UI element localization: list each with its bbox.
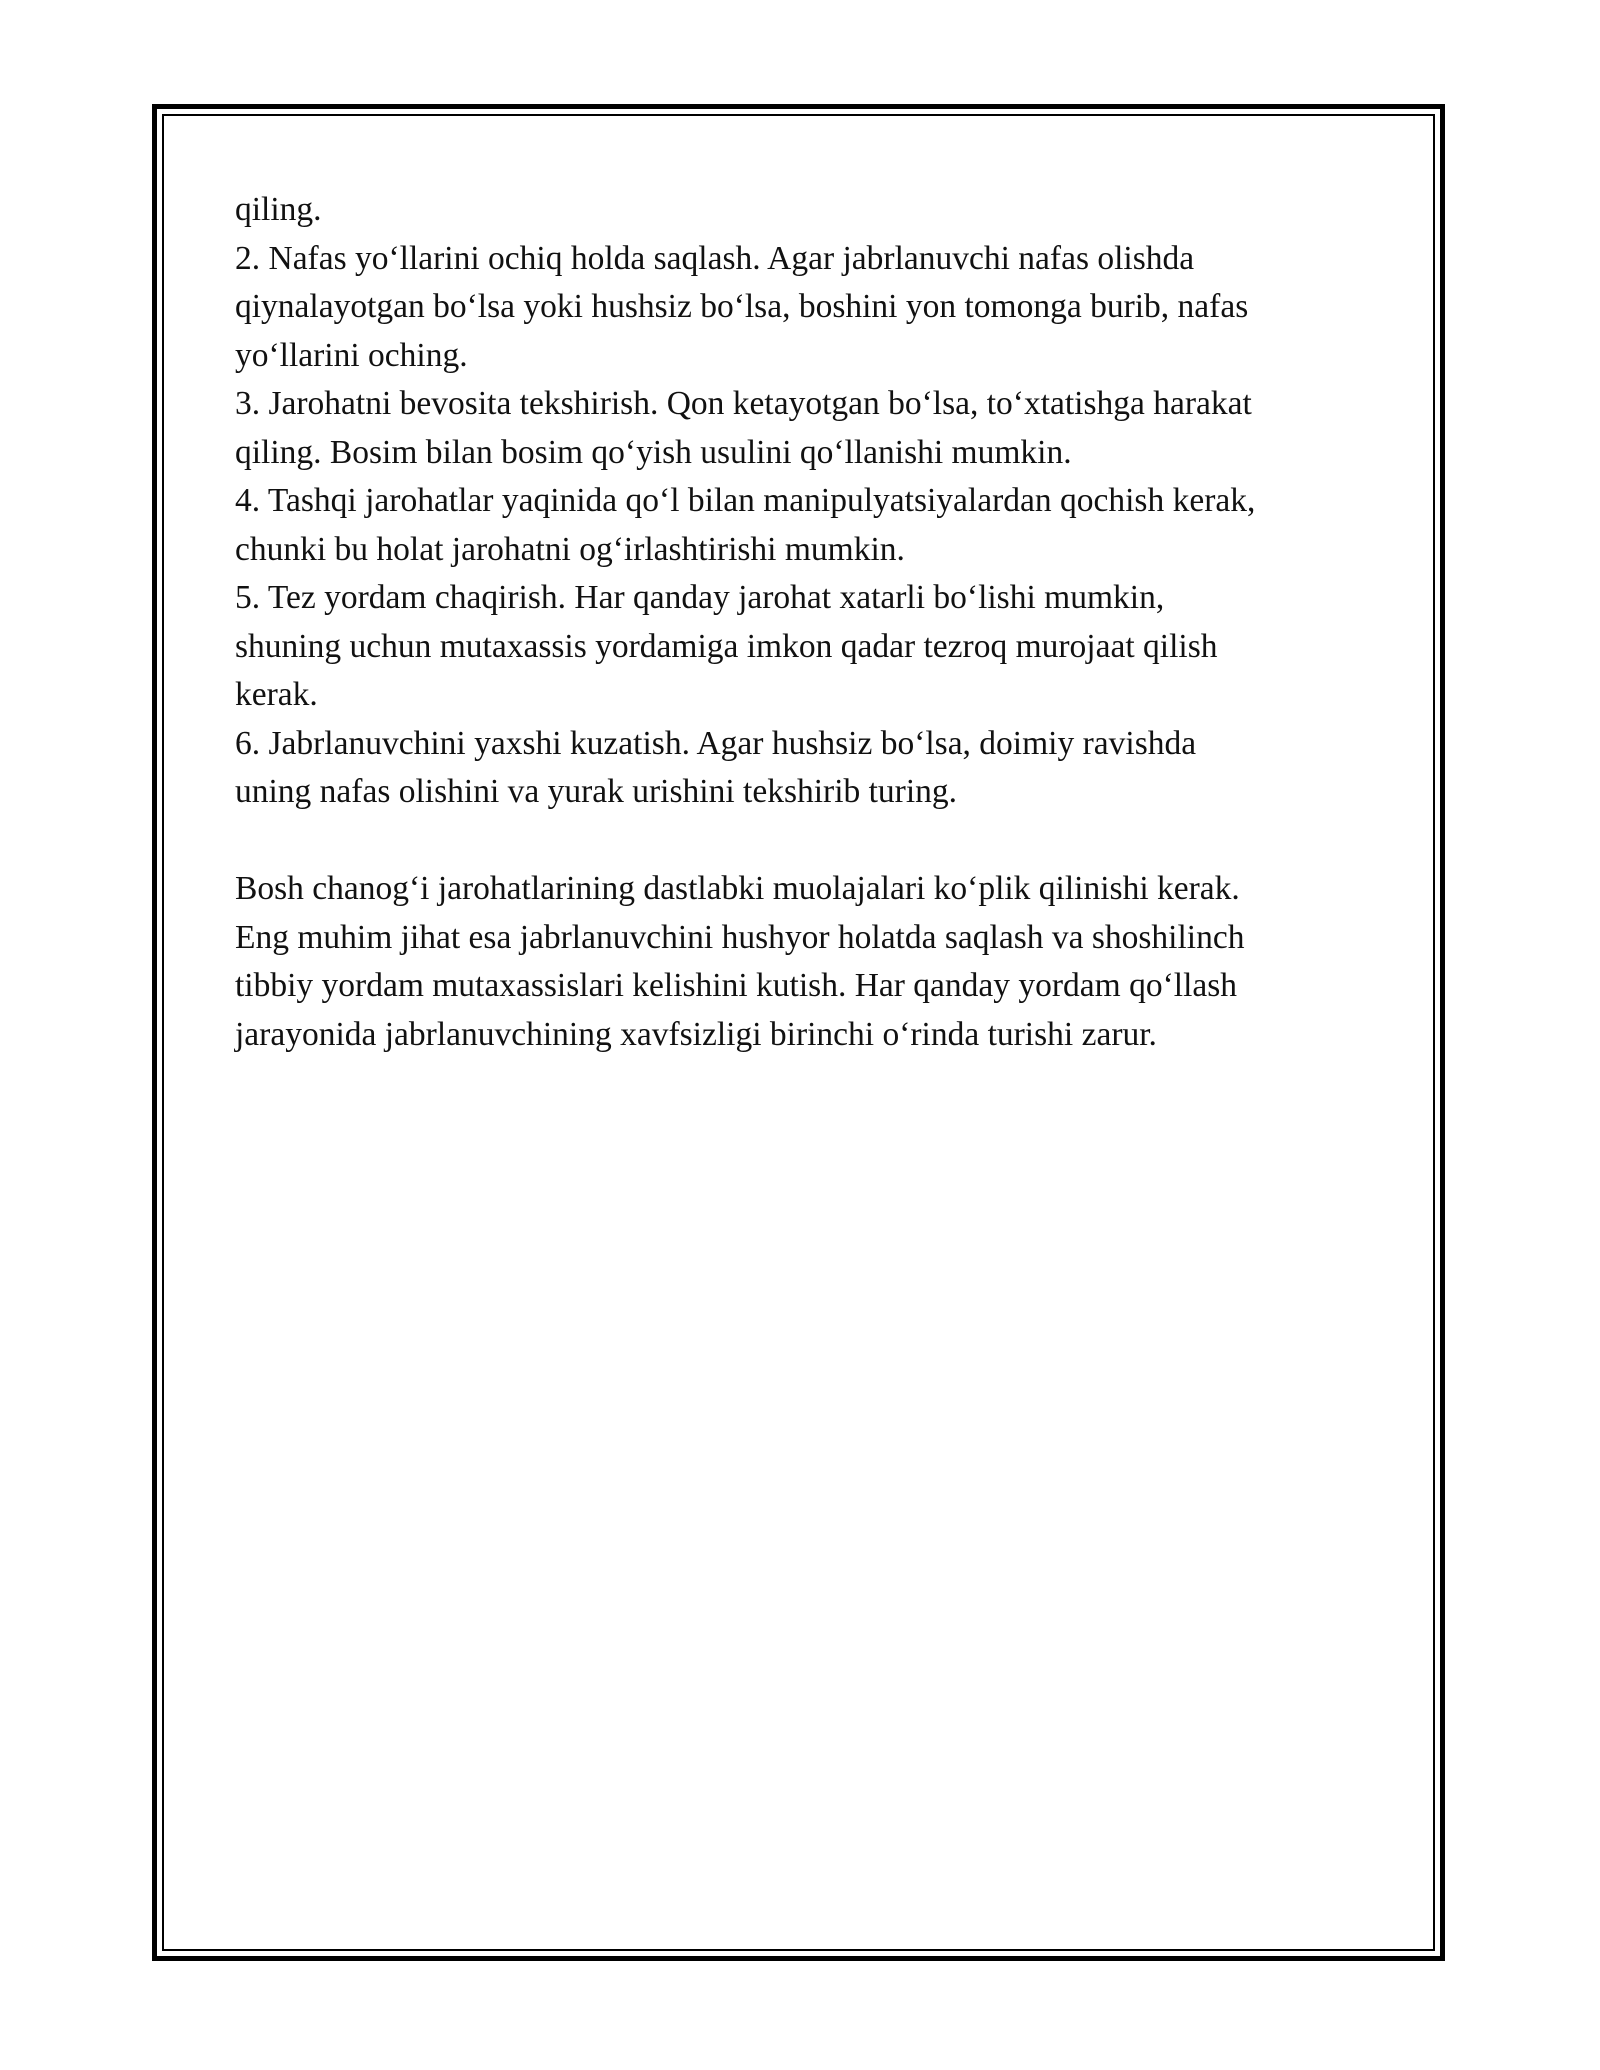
text-line: qiling. Bosim bilan bosim qo‘yish usulini qo‘llanishi mumkin. [235, 433, 1072, 471]
text-line: 4. Tashqi jarohatlar yaqinida qo‘l bilan manipulyatsiyalardan qochish kerak, [235, 482, 1256, 519]
text-line: Eng muhim jihat esa jabrlanuvchini hushyor holatda saqlash va shoshilinch [235, 918, 1245, 956]
text-line: qiynalayotgan bo‘lsa yoki hushsiz bo‘lsa, boshini yon tomonga burib, nafas [235, 288, 1249, 325]
text-line: yo‘llarini oching. [235, 336, 468, 374]
document-body [235, 186, 1375, 1059]
text-line: kerak. [235, 676, 318, 713]
text-line: uning nafas olishini va yurak urishini tekshirib turing. [235, 773, 958, 810]
text-line: 5. Tez yordam chaqirish. Har qanday jarohat xatarli bo‘lishi mumkin, [235, 579, 1165, 616]
text-line: 2. Nafas yo‘llarini ochiq holda saqlash. Agar jabrlanuvchi nafas olishda [235, 239, 1195, 277]
text-line: qiling. [235, 191, 322, 228]
text-line: shuning uchun mutaxassis yordamiga imkon qadar tezroq murojaat qilish [235, 627, 1218, 665]
text-line: jarayonida jabrlanuvchining xavfsizligi birinchi o‘rinda turishi zarur. [235, 1015, 1157, 1053]
text-line: chunki bu holat jarohatni og‘irlashtirishi mumkin. [235, 530, 905, 568]
text-line: tibbiy yordam mutaxassislari kelishini kutish. Har qanday yordam qo‘llash [235, 967, 1238, 1004]
text-line: Bosh chanog‘i jarohatlarining dastlabki muolajalari ko‘plik qilinishi kerak. [235, 870, 1240, 907]
text-line: 3. Jarohatni bevosita tekshirish. Qon ketayotgan bo‘lsa, to‘xtatishga harakat [235, 385, 1252, 422]
text-line: 6. Jabrlanuvchini yaxshi kuzatish. Agar hushsiz bo‘lsa, doimiy ravishda [235, 724, 1197, 762]
paragraph-spacer [235, 817, 1375, 866]
